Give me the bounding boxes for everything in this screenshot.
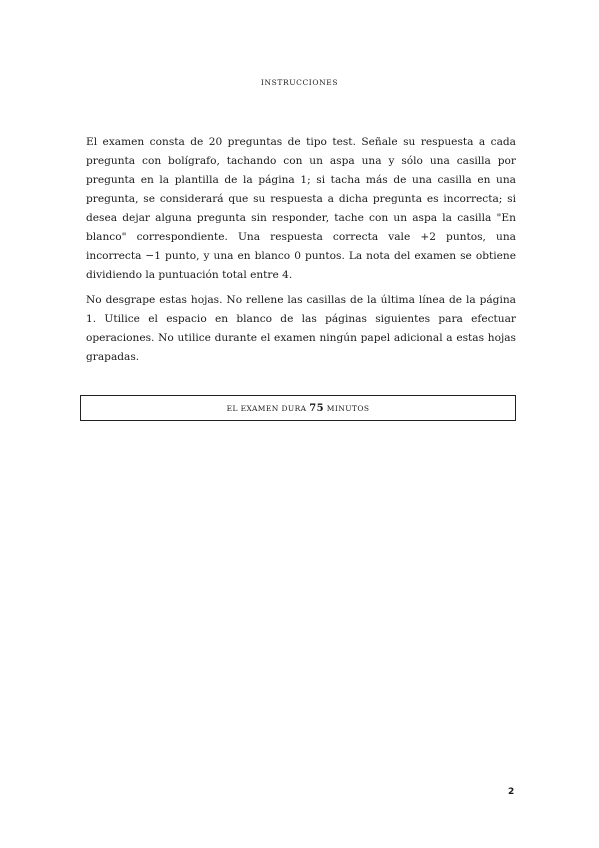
instructions-paragraph-1: El examen consta de 20 preguntas de tipo test. Señale su respuesta a cada pregunta con bolígrafo, tachando con un aspa una y sólo una casilla por pregunta en la plantilla de la página 1; si tacha más de una casilla en una pregunta, se considerará que su respuesta a dicha pregunta es incorrecta; si desea dejar alguna pregunta sin responder, tache con un aspa la casilla "En blanco" correspondiente. Una respuesta correcta vale +2 puntos, una incorrecta −1 punto, y una en blanco 0 puntos. La nota del examen se obtiene dividiendo la puntuación total entre 4. (86, 136, 516, 281)
duration-suffix: MINUTOS (326, 404, 370, 413)
instructions-paragraph-2: No desgrape estas hojas. No rellene las casillas de la última línea de la página 1. Utilice el espacio en blanco de las páginas siguientes para efectuar operaciones. No utilice durante el examen ningún papel adicional a estas hojas grapadas. (86, 294, 516, 363)
duration-minutes: 75 (309, 403, 324, 414)
exam-duration-box (80, 395, 516, 421)
page-number: 2 (508, 787, 515, 797)
duration-prefix: EL EXAMEN DURA (226, 404, 307, 413)
instructions-body (86, 133, 516, 373)
page-title: INSTRUCCIONES (260, 78, 339, 87)
